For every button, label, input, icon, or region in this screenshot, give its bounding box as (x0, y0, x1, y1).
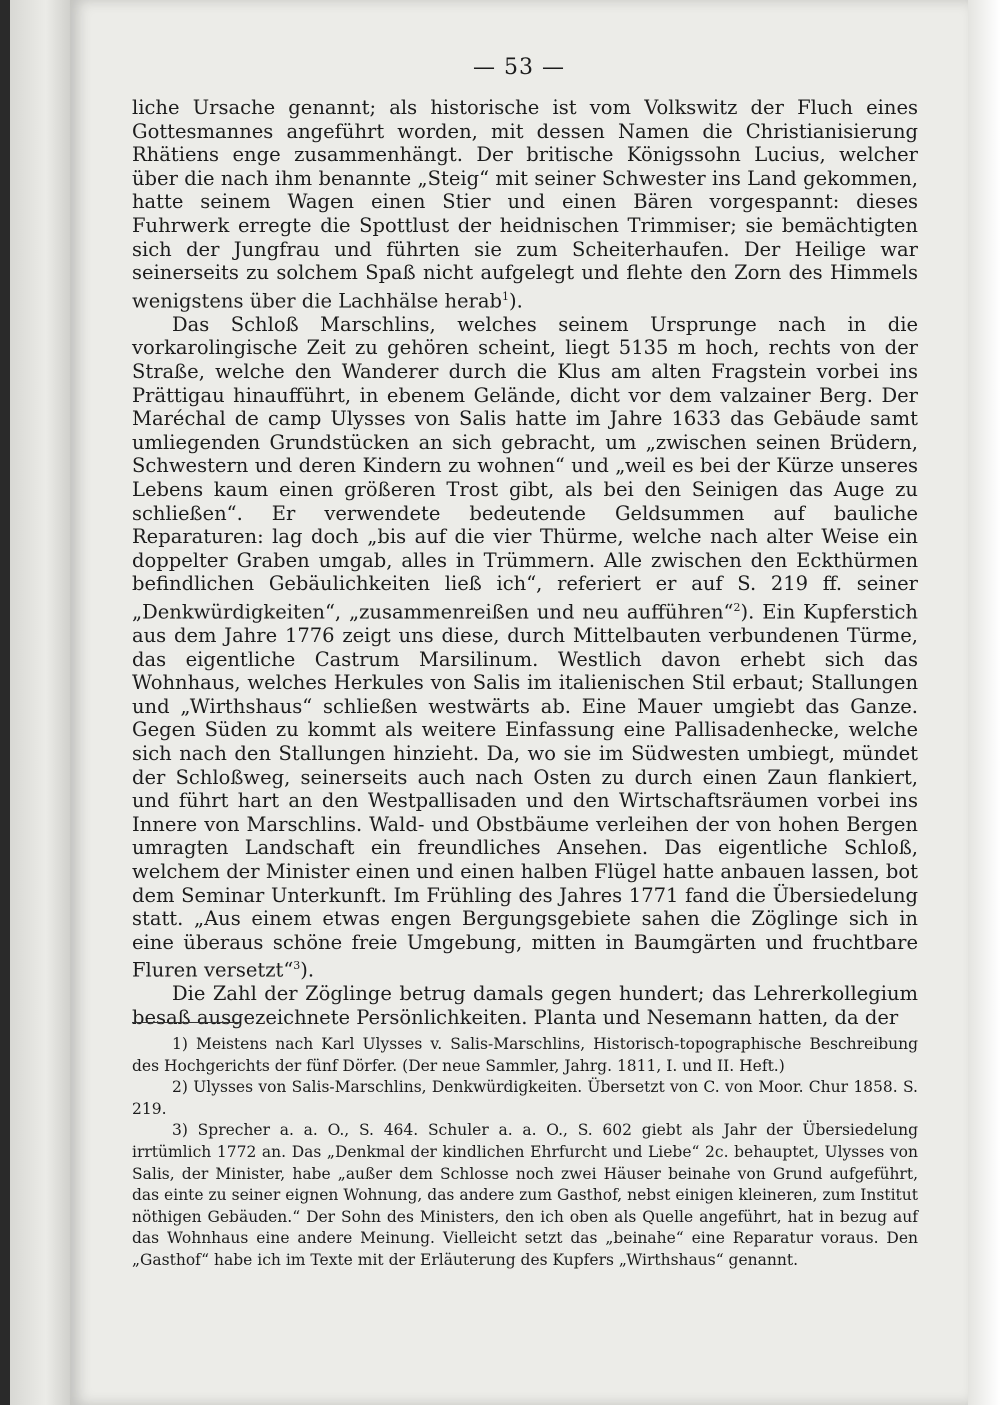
paragraph: Das Schloß Marschlins, welches seinem Ursprunge nach in die vorkarolingische Zeit zu gehören scheint, liegt 5135 m hoch, rechts von der Straße, welche den Wanderer durch die Klus am alten Fragstein vorbei ins Prättigau hinaufführt, in ebenem Gelände, dicht vor dem valzainer Berg. Der Maréchal de camp Ulysses von Salis hatte im Jahre 1633 das Gebäude samt umliegenden Grundstücken an sich gebracht, um „zwischen seinen Brüdern, Schwestern und deren Kindern zu wohnen“ und „weil es bei der Kürze unseres Lebens kaum einen größeren Trost gibt, als bei den Seinigen das Auge zu schließen“. Er verwendete bedeutende Geldsummen auf bauliche Reparaturen: lag doch „bis auf die vier Thürme, welche nach alter Weise ein doppelter Graben umgab, alles in Trümmern. Alle zwischen den Eckthürmen befindlichen Gebäulichkeiten ließ ich“, referiert er auf S. 219 ff. seiner „Denkwürdigkeiten“, „zusammenreißen und neu aufführen“$^2$). Ein Kupferstich aus dem Jahre 1776 zeigt uns diese, durch Mittelbauten verbundenen Türme, das eigentliche Castrum Marsilinum. Westlich davon erhebt sich das Wohnhaus, welches Herkules von Salis im italienischen Stil erbaut; Stallungen und „Wirthshaus“ schließen westwärts ab. Eine Mauer umgiebt das Ganze. Gegen Süden zu kommt als weitere Einfassung eine Pallisadenhecke, welche sich nach den Stallungen hinzieht. Da, wo sie im Südwesten umbiegt, mündet der Schloßweg, seinerseits auch nach Osten zu durch einen Zaun flankiert, und führt hart an den Westpallisaden und den Wirtschaftsräumen vorbei ins Innere von Marschlins. Wald- und Obstbäume verleihen der von hohen Bergen umragten Landschaft ein freundliches Ansehen. Das eigentliche Schloß, welchem der Minister einen und einen halben Flügel hatte anbauen lassen, bot dem Seminar Unterkunft. Im Frühling des Jahres 1771 fand die Übersiedelung statt. „Aus einem etwas engen Bergungsgebiete sahen die Zöglinge sich in eine überaus schöne freie Umgebung, mitten in Baumgärten und fruchtbare Fluren versetzt“$^3$). (132, 312, 918, 982)
footnote-ref: 3 (293, 959, 301, 973)
page-number: — 53 — (473, 55, 565, 80)
paragraph-text: Ein Kupferstich aus dem Jahre 1776 zeigt uns diese, durch Mittelbauten verbundenen Türme, das eigentliche Castrum Marsilinum. Westlich davon erhebt sich das Wohnhaus, welches Herkules von Salis im italienischen Stil erbaut; Stallungen und „Wirthshaus“ schließen westwärts ab. Eine Mauer umgiebt das Ganze. Gegen Süden zu kommt als weitere Einfassung eine Pallisadenhecke, welche sich nach den Stallungen hinzieht. Da, wo sie im Südwesten umbiegt, mündet der Schloßweg, seinerseits auch nach Osten zu durch einen Zaun flankiert, und führt hart an den Westpallisaden und den Wirtschaftsräumen vorbei ins Innere von Marschlins. Wald- und Obstbäume verleihen der von hohen Bergen umragten Landschaft ein freundliches Ansehen. Das eigentliche Schloß, welchem der Minister einen und einen halben Flügel hatte anbauen lassen, bot dem Seminar Unterkunft. Im Frühling des Jahres 1771 fand die Übersiedelung statt. „Aus einem etwas engen Bergungsgebiete sahen die Zöglinge sich in eine überaus schöne freie Umgebung, mitten in Baumgärten und fruchtbare Fluren versetzt“ (132, 600, 918, 982)
footnotes (132, 1034, 918, 1272)
paragraph-text: liche Ursache genannt; als historische ist vom Volkswitz der Fluch eines Gottesmannes angeführt worden, mit dessen Namen die Christianisierung Rhätiens enge zusammenhängt. Der britische Königssohn Lucius, welcher über die nach ihm benannte „Steig“ mit seiner Schwester ins Land gekommen, hatte seinem Wagen einen Stier und einen Bären vorgespannt: dieses Fuhrwerk erregte die Spottlust der heidnischen Trimmiser; sie bemächtigten sich der Jungfrau und führten sie zum Scheiterhaufen. Der Heilige war seinerseits zu solchem Spaß nicht aufgelegt und flehte den Zorn des Himmels wenigstens über die Lachhälse herab (132, 96, 918, 313)
paragraph-text: Die Zahl der Zöglinge betrug damals gegen hundert; das Lehrerkollegium besaß ausgezeichnete Persönlichkeiten. Planta und Nesemann hatten, da der (132, 982, 918, 1030)
page-margin-edge (968, 0, 1000, 1405)
body-text (132, 96, 918, 1030)
footnote: 1) Meistens nach Karl Ulysses v. Salis-Marschlins, Historisch-topographische Beschreibung des Hochgerichts der fünf Dörfer. (Der neue Sammler, Jahrg. 1811, I. und II. Heft.) (132, 1035, 918, 1075)
footnote: 2) Ulysses von Salis-Marschlins, Denkwürdigkeiten. Übersetzt von C. von Moor. Chur 1858. S. 219. (132, 1078, 918, 1118)
paragraph: liche Ursache genannt; als historische ist vom Volkswitz der Fluch eines Gottesmannes angeführt worden, mit dessen Namen die Christianisierung Rhätiens enge zusammenhängt. Der britische Königssohn Lucius, welcher über die nach ihm benannte „Steig“ mit seiner Schwester ins Land gekommen, hatte seinem Wagen einen Stier und einen Bären vorgespannt: dieses Fuhrwerk erregte die Spottlust der heidnischen Trimmiser; sie bemächtigten sich der Jungfrau und führten sie zum Scheiterhaufen. Der Heilige war seinerseits zu solchem Spaß nicht aufgelegt und flehte den Zorn des Himmels wenigstens über die Lachhälse herab$^1$). (132, 96, 918, 313)
footnote-ref: 1 (501, 289, 509, 303)
paragraph (132, 982, 918, 1029)
footnote-divider (132, 1022, 240, 1023)
book-spine (0, 0, 10, 1405)
footnote-ref: 2 (733, 600, 741, 614)
book-page (70, 0, 968, 1405)
facing-page-edge (10, 0, 70, 1405)
footnote: 3) Sprecher a. a. O., S. 464. Schuler a. a. O., S. 602 giebt als Jahr der Übersiedelung irrtümlich 1772 an. Das „Denkmal der kindlichen Ehrfurcht und Liebe“ 2c. behauptet, Ulysses von Salis, der Minister, habe „außer dem Schlosse noch zwei Häuser beinahe von Grund aufgeführt, das einte zu seiner eignen Wohnung, das andere zum Gasthof, nebst einigen kleineren, zum Institut nöthigen Gebäuden.“ Der Sohn des Ministers, den ich oben als Quelle angeführt, hat in bezug auf das Wohnhaus eine andere Meinung. Vielleicht setzt das „beinahe“ eine Reparatur voraus. Den „Gasthof“ habe ich im Texte mit der Erläuterung des Kupfers „Wirthshaus“ genannt. (132, 1121, 918, 1269)
paragraph-text: Das Schloß Marschlins, welches seinem Ursprunge nach in die vorkarolingische Zeit zu gehören scheint, liegt 5135 m hoch, rechts von der Straße, welche den Wanderer durch die Klus am alten Fragstein vorbei ins Prättigau hinaufführt, in ebenem Gelände, dicht vor dem valzainer Berg. Der Maréchal de camp Ulysses von Salis hatte im Jahre 1633 das Gebäude samt umliegenden Grundstücken an sich gebracht, um „zwischen seinen Brüdern, Schwestern und deren Kindern zu wohnen“ und „weil es bei der Kürze unseres Lebens kaum einen größeren Trost gibt, als bei den Seinigen das Auge zu schließen“. Er verwendete bedeutende Geldsummen auf bauliche Reparaturen: lag doch „bis auf die vier Thürme, welche nach alter Weise ein doppelter Graben umgab, alles in Trümmern. Alle zwischen den Eckthürmen befindlichen Gebäulichkeiten ließ ich“, referiert er auf S. 219 ff. seiner „Denkwürdigkeiten“, „zusammenreißen und neu aufführen“ (132, 312, 918, 624)
